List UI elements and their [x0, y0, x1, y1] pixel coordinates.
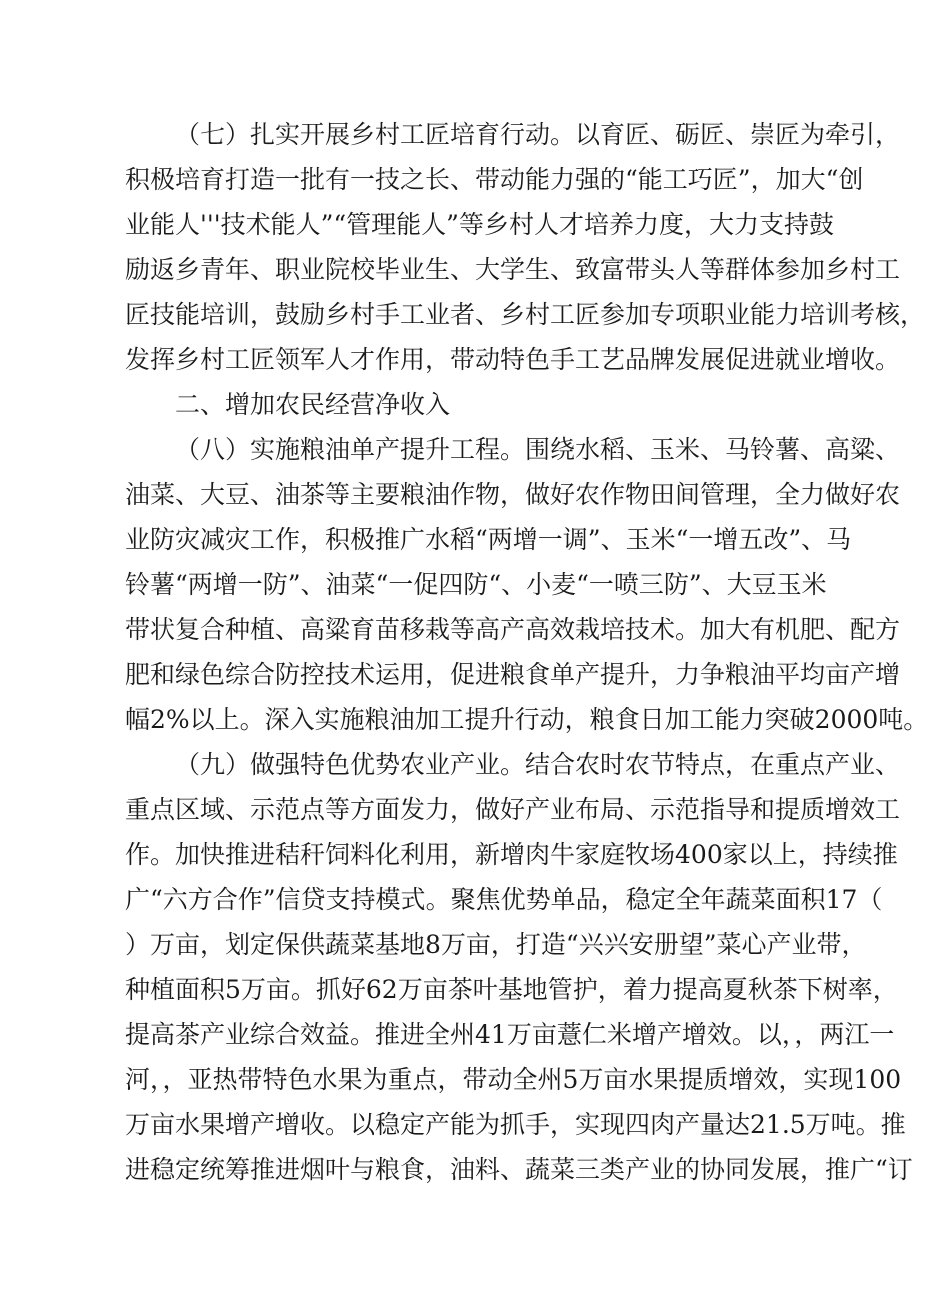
paragraph-7-line-2: 积极培育打造一批有一技之长、带动能力强的“能工巧匠”，加大“创 [125, 165, 864, 194]
paragraph-8-line-2: 油菜、大豆、油茶等主要粮油作物，做好农作物田间管理，全力做好农 [125, 480, 901, 509]
section-heading: 二、增加农民经营净收入 [175, 390, 451, 419]
paragraph-9-line-4: 广“六方合作”信贷支持模式。聚焦优势单品，稳定全年蔬菜面积17（ [125, 885, 883, 914]
paragraph-9-line-9: 万亩水果增产增收。以稳定产能为抓手，实现四肉产量达21.5万吨。推 [125, 1110, 906, 1139]
paragraph-7-line-3: 业能人'''技术能人”“管理能人”等乡村人才培养力度，大力支持鼓 [125, 210, 834, 239]
paragraph-9-line-2: 重点区域、示范点等方面发力，做好产业布局、示范指导和提质增效工 [125, 795, 901, 824]
paragraph-8-line-4: 铃薯“两增一防”、油菜“一促四防“、小麦“一喷三防”、大豆玉米 [125, 570, 827, 599]
paragraph-9-line-5: ）万亩，划定保供蔬菜基地8万亩，打造“兴兴安册望”菜心产业带， [125, 930, 867, 959]
paragraph-7-line-5: 匠技能培训，鼓励乡村手工业者、乡村工匠参加专项职业能力培训考核， [125, 300, 926, 329]
paragraph-8-line-5: 带状复合种植、高粱育苗移栽等高产高效栽培技术。加大有机肥、配方 [125, 615, 901, 644]
paragraph-9-line-6: 种植面积5万亩。抓好62万亩茶叶基地管护，着力提高夏秋茶下树率， [125, 975, 898, 1004]
paragraph-9-line-10: 进稳定统筹推进烟叶与粮食，油料、蔬菜三类产业的协同发展，推广“订 [125, 1155, 913, 1184]
paragraph-8-line-6: 肥和绿色综合防控技术运用，促进粮食单产提升，力争粮油平均亩产增 [125, 660, 901, 689]
paragraph-8-line-3: 业防灾减灾工作，积极推广水稻“两增一调”、玉米“一增五改”、马 [125, 525, 852, 554]
paragraph-9-line-7: 提高茶产业综合效益。推进全州41万亩薏仁米增产增效。以，，两江一 [125, 1020, 895, 1049]
paragraph-7-line-4: 励返乡青年、职业院校毕业生、大学生、致富带头人等群体参加乡村工 [125, 255, 901, 284]
paragraph-9-line-1: （九）做强特色优势农业产业。结合农时农节特点，在重点产业、 [175, 750, 901, 779]
paragraph-7-line-1: （七）扎实开展乡村工匠培育行动。以育匠、砺匠、崇匠为牵引， [175, 120, 901, 149]
paragraph-9-line-3: 作。加快推进秸秆饲料化利用，新增肉牛家庭牧场400家以上，持续推 [125, 840, 898, 869]
paragraph-8-line-7: 幅2%以上。深入实施粮油加工提升行动，粮食日加工能力突破2000吨。 [125, 705, 928, 734]
paragraph-8-line-1: （八）实施粮油单产提升工程。围绕水稻、玉米、马铃薯、高粱、 [175, 435, 901, 464]
paragraph-9-line-8: 河，，亚热带特色水果为重点，带动全州5万亩水果提质增效，实现100 [125, 1065, 902, 1094]
paragraph-7-line-6: 发挥乡村工匠领军人才作用，带动特色手工艺品牌发展促进就业增收。 [125, 345, 901, 374]
